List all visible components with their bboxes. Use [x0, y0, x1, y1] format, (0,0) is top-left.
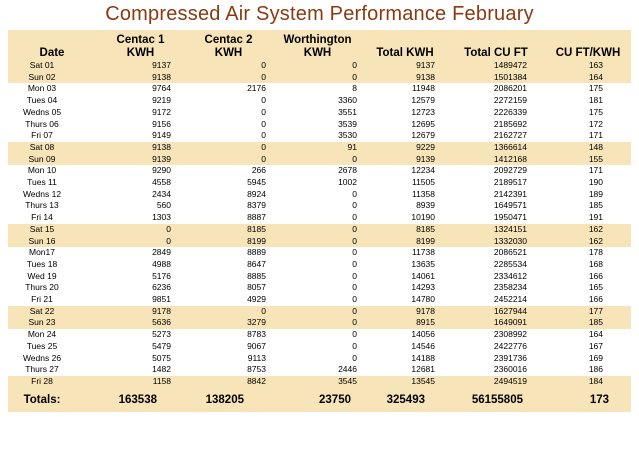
col-header-total-cuft: Total CU FT: [447, 30, 545, 60]
cell-centac2: 8842: [185, 376, 272, 388]
col-header-worthington: Worthington KWH: [272, 30, 363, 60]
cell-total-cuft: 1324151: [447, 224, 545, 236]
cell-cuft-per-kwh: 166: [588, 270, 603, 281]
cell-cuft-per-kwh: 166: [588, 294, 603, 305]
cell-centac2: 0: [261, 106, 266, 117]
cell-total-kwh: 14188: [411, 352, 435, 363]
cell-worthington: 91: [272, 142, 363, 154]
cell-centac1: 5479: [152, 340, 171, 351]
cell-date: Thurs 13: [25, 200, 59, 211]
cell-total-kwh: 13545: [363, 376, 447, 388]
cell-total-cuft: 1649571: [493, 200, 527, 211]
cell-centac1: 9219: [152, 95, 171, 106]
cell-total-cuft: 1412168: [447, 154, 545, 166]
cell-worthington: 0: [272, 60, 363, 72]
table-row: [8, 282, 631, 294]
table-row: [8, 224, 631, 236]
total-centac1: 163538: [96, 388, 185, 412]
cell-total-kwh: 10190: [411, 212, 435, 223]
cell-cuft-per-kwh: 171: [588, 130, 603, 141]
table-row: [8, 60, 631, 72]
table-row: [8, 294, 631, 306]
cell-cuft-per-kwh: 185: [545, 317, 631, 329]
cell-total-cuft: 2086521: [493, 247, 527, 258]
cell-total-cuft: 1489472: [447, 60, 545, 72]
cell-centac1: 9172: [152, 106, 171, 117]
cell-centac2: 8185: [185, 224, 272, 236]
table-row: [8, 154, 631, 166]
cell-date: Thurs 27: [25, 364, 59, 375]
cell-worthington: 0: [352, 282, 357, 293]
col-header-cuft-per-kwh: CU FT/KWH: [545, 30, 631, 60]
cell-worthington: 3539: [338, 118, 357, 129]
table-row: [8, 72, 631, 84]
table-row: [8, 130, 631, 142]
cell-worthington: 0: [272, 224, 363, 236]
table-row: [8, 341, 631, 353]
cell-date: Mon 03: [27, 83, 57, 94]
cell-date: Sun 09: [8, 154, 96, 166]
cell-cuft-per-kwh: 185: [588, 200, 603, 211]
cell-cuft-per-kwh: 167: [588, 340, 603, 351]
cell-total-kwh: 9139: [363, 154, 447, 166]
cell-total-cuft: 1366614: [447, 142, 545, 154]
cell-worthington: 0: [352, 212, 357, 223]
cell-date: Mon 10: [27, 165, 57, 176]
cell-centac1: 9764: [152, 83, 171, 94]
col-header-centac2: Centac 2 KWH: [185, 30, 272, 60]
cell-centac2: 8057: [247, 282, 266, 293]
cell-worthington: 3530: [338, 130, 357, 141]
cell-centac1: 9178: [96, 306, 185, 318]
cell-cuft-per-kwh: 162: [545, 236, 631, 248]
cell-date: Wedns 26: [22, 352, 62, 363]
table-row: [8, 107, 631, 119]
cell-centac1: 4988: [152, 258, 171, 269]
cell-worthington: 0: [272, 72, 363, 84]
cell-centac1: 0: [96, 224, 185, 236]
cell-centac1: 6236: [152, 282, 171, 293]
table-row: [8, 189, 631, 201]
cell-centac1: 560: [156, 200, 171, 211]
cell-centac1: 5176: [152, 270, 171, 281]
totals-row: [8, 388, 631, 412]
cell-centac1: 5273: [152, 329, 171, 340]
cell-centac2: 9067: [247, 340, 266, 351]
cell-cuft-per-kwh: 155: [545, 154, 631, 166]
cell-total-cuft: 1649091: [447, 317, 545, 329]
cell-total-cuft: 2226339: [493, 106, 527, 117]
cell-cuft-per-kwh: 165: [588, 282, 603, 293]
total-cuft: 56155805: [447, 388, 545, 412]
cell-total-cuft: 2358234: [493, 282, 527, 293]
cell-date: Sat 08: [8, 142, 96, 154]
table-row: [8, 271, 631, 283]
cell-worthington: 0: [352, 188, 357, 199]
cell-centac1: 0: [96, 236, 185, 248]
cell-centac1: 9138: [96, 72, 185, 84]
cell-centac2: 2176: [247, 83, 266, 94]
cell-centac2: 9113: [247, 352, 266, 363]
cell-cuft-per-kwh: 190: [588, 177, 603, 188]
cell-total-kwh: 14780: [411, 294, 435, 305]
cell-cuft-per-kwh: 148: [545, 142, 631, 154]
cell-centac2: 8753: [247, 364, 266, 375]
cell-total-kwh: 12679: [411, 130, 435, 141]
cell-worthington: 3551: [338, 106, 357, 117]
cell-centac1: 2849: [152, 247, 171, 258]
cell-total-kwh: 8915: [363, 317, 447, 329]
cell-cuft-per-kwh: 184: [545, 376, 631, 388]
cell-worthington: 0: [272, 317, 363, 329]
cell-centac1: 9139: [96, 154, 185, 166]
cell-centac2: 0: [185, 142, 272, 154]
cell-total-cuft: 1627944: [447, 306, 545, 318]
cell-centac1: 1482: [152, 364, 171, 375]
cell-total-kwh: 9178: [363, 306, 447, 318]
cell-total-cuft: 2086201: [493, 83, 527, 94]
cell-worthington: 0: [272, 236, 363, 248]
cell-total-cuft: 2285534: [493, 258, 527, 269]
table-body: [8, 60, 631, 388]
cell-total-kwh: 8939: [416, 200, 435, 211]
cell-total-kwh: 14061: [411, 270, 435, 281]
cell-date: Tues 11: [27, 177, 57, 188]
cell-worthington: 0: [352, 294, 357, 305]
cell-total-cuft: 2391736: [493, 352, 527, 363]
col-header-centac1: Centac 1 KWH: [96, 30, 185, 60]
table-row: [8, 83, 631, 95]
cell-centac2: 0: [185, 154, 272, 166]
cell-cuft-per-kwh: 163: [545, 60, 631, 72]
cell-centac1: 9851: [152, 294, 171, 305]
cell-cuft-per-kwh: 162: [545, 224, 631, 236]
cell-total-cuft: 2452214: [493, 294, 527, 305]
cell-centac2: 8887: [247, 212, 266, 223]
cell-worthington: 0: [352, 258, 357, 269]
cell-total-cuft: 2185692: [493, 118, 527, 129]
cell-worthington: 0: [352, 247, 357, 258]
table-row: [8, 353, 631, 365]
cell-cuft-per-kwh: 191: [588, 212, 603, 223]
table-row: [8, 329, 631, 341]
cell-cuft-per-kwh: 169: [588, 352, 603, 363]
cell-worthington: 0: [352, 329, 357, 340]
cell-centac2: 8647: [247, 258, 266, 269]
cell-total-kwh: 12579: [411, 95, 435, 106]
cell-centac2: 8199: [185, 236, 272, 248]
cell-total-kwh: 8199: [363, 236, 447, 248]
cell-total-cuft: 2092729: [493, 165, 527, 176]
total-centac2: 138205: [185, 388, 272, 412]
page-title: Compressed Air System Performance February: [105, 3, 534, 25]
cell-worthington: 8: [352, 83, 357, 94]
cell-cuft-per-kwh: 177: [545, 306, 631, 318]
cell-total-cuft: 2422776: [493, 340, 527, 351]
cell-centac2: 8885: [247, 270, 266, 281]
table-row: [8, 259, 631, 271]
cell-centac2: 266: [251, 165, 266, 176]
cell-worthington: 0: [352, 270, 357, 281]
table-row: [8, 236, 631, 248]
totals-label: Totals:: [8, 388, 96, 412]
cell-date: Mon 24: [27, 329, 57, 340]
cell-centac1: 1303: [152, 212, 171, 223]
cell-total-kwh: 9137: [363, 60, 447, 72]
cell-worthington: 3545: [272, 376, 363, 388]
cell-centac2: 3279: [185, 317, 272, 329]
cell-total-cuft: 2162727: [493, 130, 527, 141]
cell-date: Sun 23: [8, 317, 96, 329]
cell-total-cuft: 2189517: [493, 177, 527, 188]
table-row: [8, 247, 631, 259]
cell-date: Fri 14: [31, 212, 53, 223]
cell-total-cuft: 2334612: [493, 270, 527, 281]
cell-total-kwh: 13635: [411, 258, 435, 269]
cell-centac2: 8889: [247, 247, 266, 258]
cell-cuft-per-kwh: 172: [588, 118, 603, 129]
cell-worthington: 0: [272, 154, 363, 166]
cell-total-kwh: 11948: [411, 83, 435, 94]
cell-centac2: 0: [185, 72, 272, 84]
cell-total-cuft: 2494519: [447, 376, 545, 388]
cell-date: Fri 21: [31, 294, 53, 305]
cell-total-cuft: 1332030: [447, 236, 545, 248]
cell-centac2: 0: [261, 118, 266, 129]
cell-cuft-per-kwh: 181: [588, 95, 603, 106]
table-row: [8, 212, 631, 224]
table-row: [8, 177, 631, 189]
cell-date: Thurs 20: [25, 282, 59, 293]
cell-total-kwh: 9138: [363, 72, 447, 84]
table-row: [8, 165, 631, 177]
cell-date: Sat 15: [8, 224, 96, 236]
cell-centac1: 9137: [96, 60, 185, 72]
col-header-date: Date: [8, 30, 96, 60]
cell-centac2: 8379: [247, 200, 266, 211]
cell-total-kwh: 14546: [411, 340, 435, 351]
cell-date: Fri 28: [8, 376, 96, 388]
cell-total-kwh: 11358: [411, 188, 435, 199]
table-row: [8, 306, 631, 318]
cell-worthington: 0: [352, 340, 357, 351]
cell-centac1: 9290: [152, 165, 171, 176]
cell-date: Sat 22: [8, 306, 96, 318]
cell-date: Tues 18: [26, 258, 58, 269]
cell-centac1: 5075: [152, 352, 171, 363]
cell-cuft-per-kwh: 178: [588, 247, 603, 258]
cell-date: Tues 25: [26, 340, 58, 351]
cell-date: Wedns 05: [22, 106, 62, 117]
cell-total-cuft: 2142391: [493, 188, 527, 199]
table-row: [8, 376, 631, 388]
cell-date: Thurs 06: [25, 118, 59, 129]
table-row: [8, 364, 631, 376]
table-row: [8, 95, 631, 107]
cell-total-kwh: 9229: [363, 142, 447, 154]
cell-centac1: 5636: [96, 317, 185, 329]
cell-cuft-per-kwh: 164: [588, 329, 603, 340]
table-row: [8, 142, 631, 154]
table-row: [8, 119, 631, 131]
header-row: [8, 30, 631, 60]
cell-cuft-per-kwh: 175: [588, 106, 603, 117]
total-ratio: 173: [545, 388, 631, 412]
cell-total-kwh: 12234: [411, 165, 435, 176]
cell-date: Sun 16: [8, 236, 96, 248]
cell-centac1: 1158: [96, 376, 185, 388]
cell-worthington: 0: [272, 306, 363, 318]
cell-date: Mon17: [29, 247, 55, 258]
cell-centac2: 5945: [247, 177, 266, 188]
cell-centac2: 4929: [247, 294, 266, 305]
cell-centac1: 9138: [96, 142, 185, 154]
cell-total-kwh: 11505: [411, 177, 435, 188]
cell-total-kwh: 12695: [411, 118, 435, 129]
cell-centac2: 8783: [247, 329, 266, 340]
cell-total-cuft: 2360016: [493, 364, 527, 375]
cell-worthington: 0: [352, 352, 357, 363]
cell-cuft-per-kwh: 189: [588, 188, 603, 199]
table-row: [8, 200, 631, 212]
performance-table: [8, 30, 631, 412]
cell-centac1: 9156: [152, 118, 171, 129]
cell-centac1: 2434: [152, 188, 171, 199]
cell-centac2: 0: [185, 60, 272, 72]
cell-total-kwh: 14056: [411, 329, 435, 340]
cell-centac2: 0: [261, 95, 266, 106]
cell-total-kwh: 12681: [411, 364, 435, 375]
cell-worthington: 3360: [338, 95, 357, 106]
cell-total-cuft: 1950471: [493, 212, 527, 223]
cell-date: Wed 19: [27, 270, 57, 281]
cell-centac2: 0: [261, 130, 266, 141]
cell-cuft-per-kwh: 175: [588, 83, 603, 94]
col-header-total-kwh: Total KWH: [363, 30, 447, 60]
cell-total-kwh: 8185: [363, 224, 447, 236]
cell-date: Sat 01: [8, 60, 96, 72]
cell-cuft-per-kwh: 171: [588, 165, 603, 176]
cell-worthington: 2678: [338, 165, 357, 176]
cell-cuft-per-kwh: 168: [588, 258, 603, 269]
total-kwh: 325493: [363, 388, 447, 412]
cell-worthington: 1002: [338, 177, 357, 188]
cell-date: Tues 04: [26, 95, 58, 106]
cell-total-cuft: 2272159: [493, 95, 527, 106]
cell-centac2: 0: [185, 306, 272, 318]
cell-centac1: 9149: [152, 130, 171, 141]
cell-worthington: 2446: [338, 364, 357, 375]
cell-total-kwh: 12723: [411, 106, 435, 117]
cell-total-cuft: 2308992: [493, 329, 527, 340]
cell-centac1: 4558: [152, 177, 171, 188]
cell-cuft-per-kwh: 186: [588, 364, 603, 375]
cell-date: Wedns 12: [22, 188, 62, 199]
cell-centac2: 8924: [247, 188, 266, 199]
cell-worthington: 0: [352, 200, 357, 211]
cell-total-kwh: 11738: [411, 247, 435, 258]
cell-cuft-per-kwh: 164: [545, 72, 631, 84]
cell-date: Sun 02: [8, 72, 96, 84]
cell-total-kwh: 14293: [411, 282, 435, 293]
total-worthington: 23750: [272, 388, 363, 412]
cell-date: Fri 07: [31, 130, 53, 141]
cell-total-cuft: 1501384: [447, 72, 545, 84]
table-row: [8, 317, 631, 329]
